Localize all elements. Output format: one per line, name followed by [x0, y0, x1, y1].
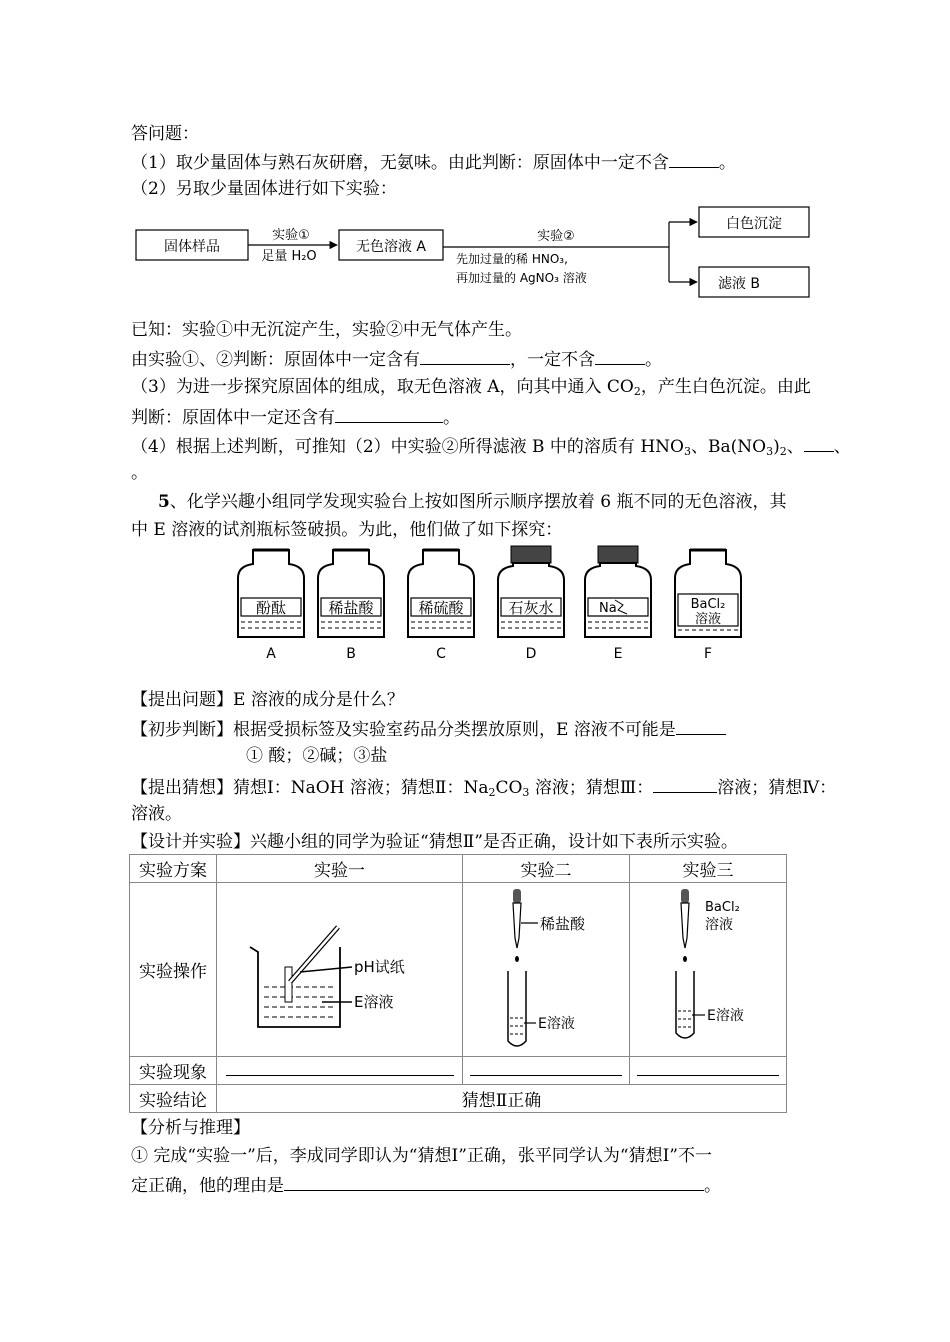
dropper-tube: [513, 903, 521, 948]
table-row-operation-label: 实验操作: [130, 883, 217, 1057]
exp1-label: 实验①: [272, 228, 310, 243]
exp3-phenomenon-blank[interactable]: [637, 1061, 779, 1076]
deduce-contains-blank[interactable]: [420, 346, 510, 365]
filtrate-label: 滤液 B: [717, 276, 761, 292]
ph-paper-pointer: [300, 967, 352, 972]
q4-b: 、Ba(NO: [690, 437, 767, 457]
exp1-phenomenon-blank[interactable]: [226, 1061, 454, 1076]
deduce-b: ，一定不含: [510, 350, 595, 370]
q4-c: ): [773, 437, 780, 457]
exp3-figure: [633, 883, 783, 1051]
hypothesis-line2: 溶液。: [131, 804, 182, 824]
problem-5-number: 5: [158, 492, 170, 512]
design-text: 【设计并实验】兴趣小组的同学为验证“猜想Ⅱ”是否正确，设计如下表所示实验。: [131, 832, 738, 852]
bottle-d-label: 石灰水: [508, 599, 554, 617]
exp2-figure: [466, 883, 626, 1051]
beaker: [250, 947, 340, 1027]
judge-options: ① 酸；②碱；③盐: [246, 746, 388, 766]
test-tube: [676, 971, 694, 1038]
table-header-exp3: 实验三: [630, 855, 787, 883]
guess-sub2: 3: [522, 786, 530, 799]
q3-line2b: 。: [443, 408, 460, 428]
exp2-solution-label: E溶液: [538, 1016, 575, 1032]
exp2-line1: 先加过量的稀 HNO₃,: [456, 252, 568, 266]
table-header-plan: 实验方案: [130, 855, 217, 883]
exp3-solution-label: E溶液: [707, 1008, 744, 1024]
bottle-d-stopper: [511, 546, 551, 563]
analysis-1: ① 完成“实验一”后，李成同学即认为“猜想Ⅰ”正确，张平同学认为“猜想Ⅰ”不一: [131, 1146, 712, 1166]
guess-a: 【提出猜想】猜想Ⅰ：NaOH 溶液；猜想Ⅱ：Na: [131, 778, 489, 798]
dropper-bulb: [681, 889, 689, 903]
deduction: [131, 346, 662, 372]
q3-line2a: 判断：原固体中一定还含有: [131, 408, 335, 428]
bottle-c: [408, 550, 474, 662]
bottle-a-letter: A: [266, 646, 276, 662]
question-1: [131, 149, 736, 175]
problem-5: [158, 490, 786, 514]
bottle-a-label: 酚酞: [255, 599, 287, 617]
bottles-figure: [230, 542, 760, 667]
bottle-e-stopper: [598, 546, 638, 563]
q3-sub: 2: [633, 385, 641, 398]
bottle-f-label: BaCl₂: [690, 597, 726, 612]
judge-text: 【初步判断】根据受损标签及实验室药品分类摆放原则，E 溶液不可能是: [131, 720, 676, 740]
table-header-exp2: 实验二: [463, 855, 630, 883]
a1-line2a: 定正确，他的理由是: [131, 1176, 284, 1196]
problem-5-line1: 、化学兴趣小组同学发现实验台上按如图所示顺序摆放着 6 瓶不同的无色溶液，其: [169, 492, 787, 512]
flow-diagram: [131, 202, 821, 302]
exp2-cell: [463, 883, 630, 1057]
bottle-c-letter: C: [436, 646, 446, 662]
table-row-conclusion-label: 实验结论: [130, 1085, 217, 1113]
bottle-d: [498, 546, 564, 662]
bottle-f-label2: 溶液: [694, 612, 722, 627]
q4-sub2: 3: [766, 445, 774, 458]
question-3: [131, 375, 811, 399]
analysis-heading: 【分析与推理】: [131, 1118, 250, 1138]
guess-3-blank[interactable]: [653, 774, 717, 793]
test-tube: [508, 971, 526, 1046]
exp3-cell: [630, 883, 787, 1057]
guess-d: 溶液；猜想Ⅳ：: [717, 778, 837, 798]
exp1-paper-label: pH试纸: [353, 958, 405, 976]
bottle-b-letter: B: [346, 646, 356, 662]
q3-b: ，产生白色沉淀。由此: [640, 377, 811, 397]
deduce-a: 由实验①、②判断：原固体中一定含有: [131, 350, 420, 370]
a1-line2b: 。: [704, 1176, 721, 1196]
guess-b: CO: [495, 778, 523, 798]
experiment-table: [129, 854, 787, 1113]
conclusion-value: 猜想Ⅱ正确: [217, 1085, 787, 1113]
analysis-1-line2: [131, 1172, 721, 1198]
exp2-phenomenon-cell: [463, 1057, 630, 1085]
judge-answer-blank[interactable]: [676, 716, 726, 735]
bottle-e-label: Na: [599, 601, 617, 616]
bottle-c-label: 稀硫酸: [418, 599, 464, 617]
exp2-phenomenon-blank[interactable]: [470, 1061, 622, 1076]
exp3-reagent-label1: BaCl₂: [705, 900, 740, 915]
dropper-bulb: [513, 889, 521, 903]
bottle-f: [675, 550, 741, 662]
q3-a: （3）为进一步探究原固体的组成，取无色溶液 A，向其中通入 CO: [131, 377, 634, 397]
question-3-line2: [131, 404, 460, 430]
question-2: （2）另取少量固体进行如下实验：: [131, 179, 397, 199]
guess-c: 溶液；猜想Ⅲ：: [529, 778, 654, 798]
ph-paper: [285, 967, 292, 1002]
deduce-c: 。: [645, 350, 662, 370]
sample-label: 固体样品: [164, 239, 220, 255]
table-row-phenomenon-label: 实验现象: [130, 1057, 217, 1085]
exp2-reagent-label: 稀盐酸: [540, 915, 586, 933]
drop: [683, 956, 687, 962]
exp1-figure: [230, 887, 450, 1047]
q4-sub1: 3: [683, 445, 691, 458]
question-4-line2: 。: [131, 463, 148, 483]
q1-end: 。: [718, 153, 736, 173]
a1-answer-blank[interactable]: [284, 1172, 704, 1191]
exp3-reagent-label2: 溶液: [705, 917, 733, 933]
bottle-b-label: 稀盐酸: [328, 599, 374, 617]
precipitate-label: 白色沉淀: [726, 216, 782, 232]
initial-judgment: [131, 716, 726, 742]
question-4: [131, 433, 851, 459]
bottle-a: [238, 550, 304, 662]
q4-d: 、: [786, 437, 804, 457]
guess-sub1: 2: [488, 786, 496, 799]
exp1-cell: [217, 883, 463, 1057]
glass-rod-inner: [290, 927, 338, 982]
bottle-e-letter: E: [613, 646, 623, 662]
exp2-line2: 再加过量的 AgNO₃ 溶液: [456, 271, 587, 285]
exp1-phenomenon-cell: [217, 1057, 463, 1085]
exp3-phenomenon-cell: [630, 1057, 787, 1085]
bottle-d-letter: D: [525, 646, 537, 662]
q4-a: （4）根据上述判断，可推知（2）中实验②所得滤液 B 中的溶质有 HNO: [131, 437, 684, 457]
known-text: 已知：实验①中无沉淀产生，实验②中无气体产生。: [131, 320, 522, 340]
table-header-exp1: 实验一: [217, 855, 463, 883]
exp1-solution-label: E溶液: [353, 993, 393, 1011]
drop: [515, 956, 519, 962]
deduce-excludes-blank[interactable]: [595, 346, 645, 365]
q1-text: （1）取少量固体与熟石灰研磨，无氨味。由此判断：原固体中一定不含: [131, 153, 669, 173]
q3-answer-blank[interactable]: [335, 404, 443, 423]
raise-question: 【提出问题】E 溶液的成分是什么？: [131, 690, 404, 710]
q1-answer-blank[interactable]: [669, 149, 719, 168]
exp2-label: 实验②: [537, 229, 575, 244]
q4-answer-blank[interactable]: [804, 433, 834, 452]
q4-e: 、: [833, 437, 851, 457]
solution-a-label: 无色溶液 A: [355, 239, 427, 255]
intro-text: 答问题：: [131, 124, 199, 144]
dropper-tube: [681, 903, 689, 948]
bottle-b: [318, 550, 384, 662]
bottle-f-letter: F: [703, 646, 713, 662]
problem-5-line2: 中 E 溶液的试剂瓶标签破损。为此，他们做了如下探究：: [131, 520, 563, 540]
exp1-reagent: 足量 H₂O: [261, 249, 317, 264]
bottle-e: [585, 546, 651, 662]
hypothesis: [131, 774, 836, 800]
q4-sub3: 2: [779, 445, 787, 458]
